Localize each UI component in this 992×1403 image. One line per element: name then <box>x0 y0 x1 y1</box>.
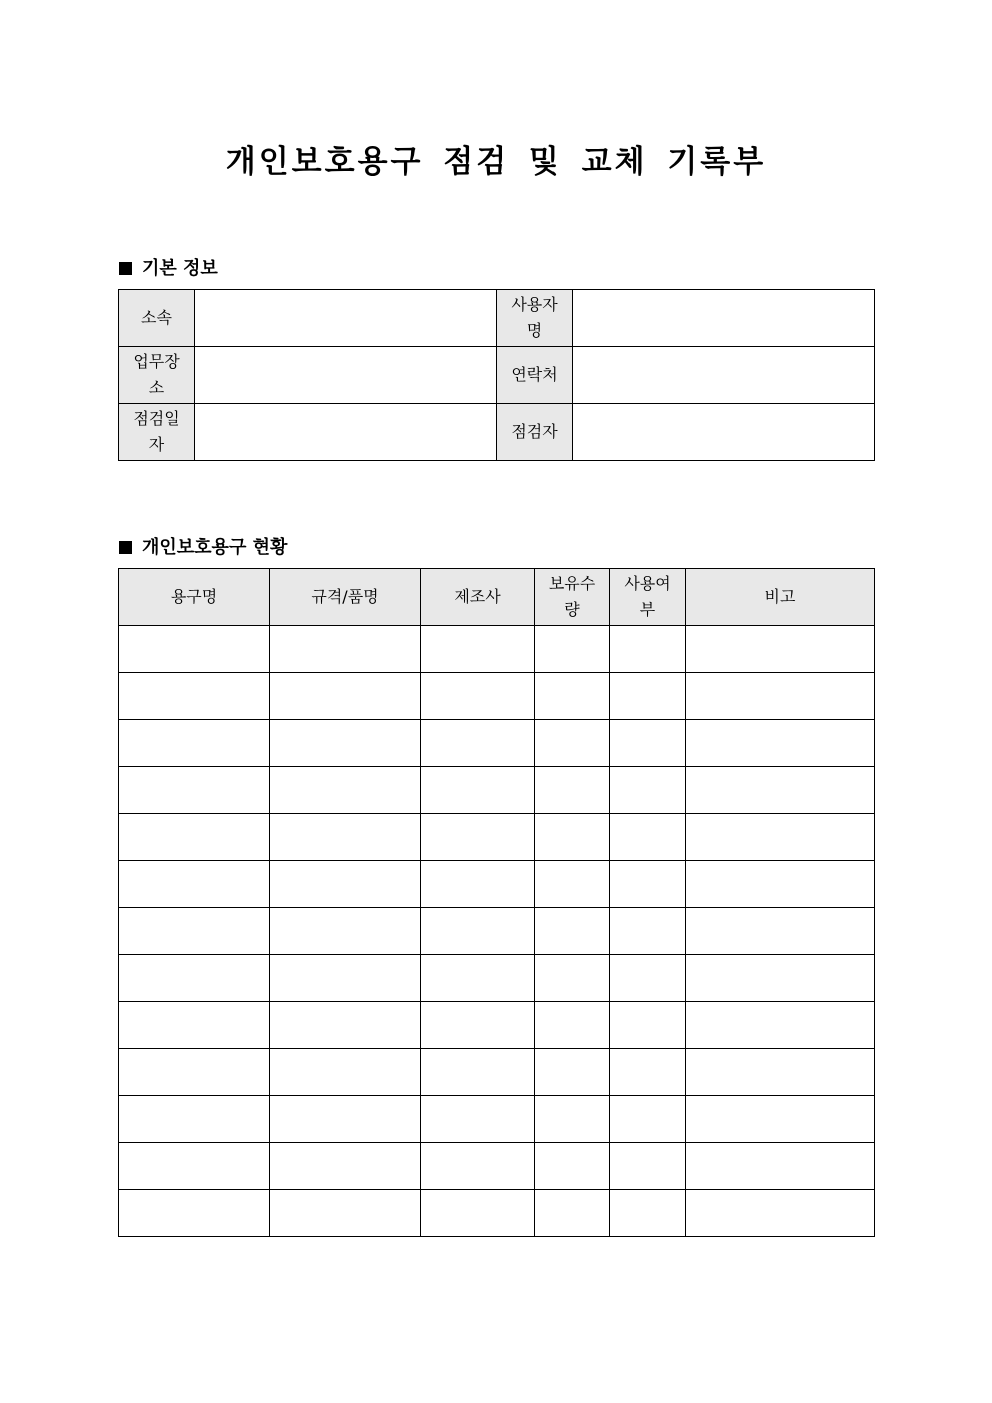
square-bullet-icon <box>119 541 132 554</box>
remarks-cell[interactable] <box>686 908 875 955</box>
in-use-cell[interactable] <box>610 814 686 861</box>
manufacturer-cell[interactable] <box>421 673 535 720</box>
quantity-cell[interactable] <box>535 1143 610 1190</box>
item-name-cell[interactable] <box>119 1002 270 1049</box>
in-use-cell[interactable] <box>610 1096 686 1143</box>
remarks-cell[interactable] <box>686 1049 875 1096</box>
spec-cell[interactable] <box>270 908 421 955</box>
item-name-cell[interactable] <box>119 767 270 814</box>
table-row <box>119 908 875 955</box>
in-use-cell[interactable] <box>610 720 686 767</box>
column-header-item-name <box>119 569 270 626</box>
label-inspection-date <box>119 404 195 461</box>
spec-cell[interactable] <box>270 720 421 767</box>
label-line: 업무장 <box>133 352 180 371</box>
remarks-cell[interactable] <box>686 1096 875 1143</box>
item-name-cell[interactable] <box>119 908 270 955</box>
table-row <box>119 1096 875 1143</box>
column-header-line: 부 <box>639 600 656 619</box>
table-row <box>119 720 875 767</box>
manufacturer-cell[interactable] <box>421 720 535 767</box>
square-bullet-icon <box>119 262 132 275</box>
spec-cell[interactable] <box>270 1002 421 1049</box>
remarks-cell[interactable] <box>686 955 875 1002</box>
label-line: 소 <box>148 378 165 397</box>
quantity-cell[interactable] <box>535 673 610 720</box>
label-line: 점검자 <box>511 422 558 441</box>
in-use-cell[interactable] <box>610 1002 686 1049</box>
column-header-line: 사용여 <box>624 574 671 593</box>
spec-cell[interactable] <box>270 1143 421 1190</box>
column-header-in-use <box>610 569 686 626</box>
remarks-cell[interactable] <box>686 814 875 861</box>
affiliation-field[interactable] <box>195 290 497 347</box>
basic-info-table <box>118 289 875 461</box>
in-use-cell[interactable] <box>610 955 686 1002</box>
column-header-remarks <box>686 569 875 626</box>
remarks-cell[interactable] <box>686 861 875 908</box>
column-header-line: 제조사 <box>454 587 501 606</box>
manufacturer-cell[interactable] <box>421 861 535 908</box>
section-heading-label: 기본 정보 <box>142 258 218 279</box>
column-header-line: 량 <box>564 600 580 619</box>
document-title: 개인보호용구 점검 및 교체 기록부 <box>225 144 767 180</box>
label-inspector <box>497 404 573 461</box>
table-row <box>119 955 875 1002</box>
label-line: 사용자 <box>511 295 558 314</box>
in-use-cell[interactable] <box>610 1190 686 1237</box>
item-name-cell[interactable] <box>119 626 270 673</box>
in-use-cell[interactable] <box>610 908 686 955</box>
item-name-cell[interactable] <box>119 861 270 908</box>
in-use-cell[interactable] <box>610 673 686 720</box>
label-contact <box>497 347 573 404</box>
column-header-line: 규격/품명 <box>311 587 379 606</box>
manufacturer-cell[interactable] <box>421 1190 535 1237</box>
column-header-line: 비고 <box>764 587 796 606</box>
in-use-cell[interactable] <box>610 1143 686 1190</box>
spec-cell[interactable] <box>270 626 421 673</box>
item-name-cell[interactable] <box>119 1096 270 1143</box>
spec-cell[interactable] <box>270 955 421 1002</box>
remarks-cell[interactable] <box>686 720 875 767</box>
spec-cell[interactable] <box>270 861 421 908</box>
quantity-cell[interactable] <box>535 908 610 955</box>
label-line: 명 <box>526 321 543 340</box>
user-name-field[interactable] <box>573 290 875 347</box>
in-use-cell[interactable] <box>610 861 686 908</box>
item-name-cell[interactable] <box>119 673 270 720</box>
column-header-line: 용구명 <box>170 587 218 606</box>
label-user-name <box>497 290 573 347</box>
manufacturer-cell[interactable] <box>421 1049 535 1096</box>
table-row <box>119 626 875 673</box>
remarks-cell[interactable] <box>686 1002 875 1049</box>
remarks-cell[interactable] <box>686 1143 875 1190</box>
in-use-cell[interactable] <box>610 626 686 673</box>
section-heading-basic-info <box>119 254 218 280</box>
quantity-cell[interactable] <box>535 955 610 1002</box>
table-row <box>119 673 875 720</box>
label-workplace <box>119 347 195 404</box>
column-header-spec <box>270 569 421 626</box>
quantity-cell[interactable] <box>535 1002 610 1049</box>
manufacturer-cell[interactable] <box>421 1002 535 1049</box>
item-name-cell[interactable] <box>119 1049 270 1096</box>
spec-cell[interactable] <box>270 767 421 814</box>
spec-cell[interactable] <box>270 814 421 861</box>
remarks-cell[interactable] <box>686 673 875 720</box>
section-heading-label: 개인보호용구 현황 <box>142 537 288 558</box>
table-row <box>119 1190 875 1237</box>
quantity-cell[interactable] <box>535 626 610 673</box>
manufacturer-cell[interactable] <box>421 1143 535 1190</box>
in-use-cell[interactable] <box>610 1049 686 1096</box>
remarks-cell[interactable] <box>686 1190 875 1237</box>
manufacturer-cell[interactable] <box>421 814 535 861</box>
column-header-line: 보유수 <box>548 574 596 593</box>
remarks-cell[interactable] <box>686 626 875 673</box>
remarks-cell[interactable] <box>686 767 875 814</box>
in-use-cell[interactable] <box>610 767 686 814</box>
table-row <box>119 347 875 404</box>
inspector-field[interactable] <box>573 404 875 461</box>
quantity-cell[interactable] <box>535 1096 610 1143</box>
contact-field[interactable] <box>573 347 875 404</box>
manufacturer-cell[interactable] <box>421 767 535 814</box>
item-name-cell[interactable] <box>119 814 270 861</box>
inspection-date-field[interactable] <box>195 404 497 461</box>
item-name-cell[interactable] <box>119 720 270 767</box>
label-line: 연락처 <box>511 365 558 384</box>
label-line: 자 <box>148 435 165 454</box>
column-header-quantity <box>535 569 610 626</box>
spec-cell[interactable] <box>270 1096 421 1143</box>
section-heading-equipment-status <box>119 533 287 559</box>
spec-cell[interactable] <box>270 1190 421 1237</box>
spec-cell[interactable] <box>270 673 421 720</box>
quantity-cell[interactable] <box>535 814 610 861</box>
table-row <box>119 404 875 461</box>
quantity-cell[interactable] <box>535 767 610 814</box>
quantity-cell[interactable] <box>535 1190 610 1237</box>
label-line: 소속 <box>141 308 172 327</box>
table-row <box>119 1049 875 1096</box>
quantity-cell[interactable] <box>535 720 610 767</box>
manufacturer-cell[interactable] <box>421 626 535 673</box>
manufacturer-cell[interactable] <box>421 1096 535 1143</box>
workplace-field[interactable] <box>195 347 497 404</box>
manufacturer-cell[interactable] <box>421 955 535 1002</box>
table-row <box>119 1002 875 1049</box>
equipment-status-table <box>118 568 875 1237</box>
label-affiliation <box>119 290 195 347</box>
item-name-cell[interactable] <box>119 1143 270 1190</box>
table-row <box>119 767 875 814</box>
table-header-row <box>119 569 875 626</box>
quantity-cell[interactable] <box>535 861 610 908</box>
label-line: 점검일 <box>133 409 180 428</box>
item-name-cell[interactable] <box>119 1190 270 1237</box>
table-row <box>119 814 875 861</box>
manufacturer-cell[interactable] <box>421 908 535 955</box>
item-name-cell[interactable] <box>119 955 270 1002</box>
table-row <box>119 1143 875 1190</box>
spec-cell[interactable] <box>270 1049 421 1096</box>
table-row <box>119 861 875 908</box>
column-header-manufacturer <box>421 569 535 626</box>
quantity-cell[interactable] <box>535 1049 610 1096</box>
table-row <box>119 290 875 347</box>
